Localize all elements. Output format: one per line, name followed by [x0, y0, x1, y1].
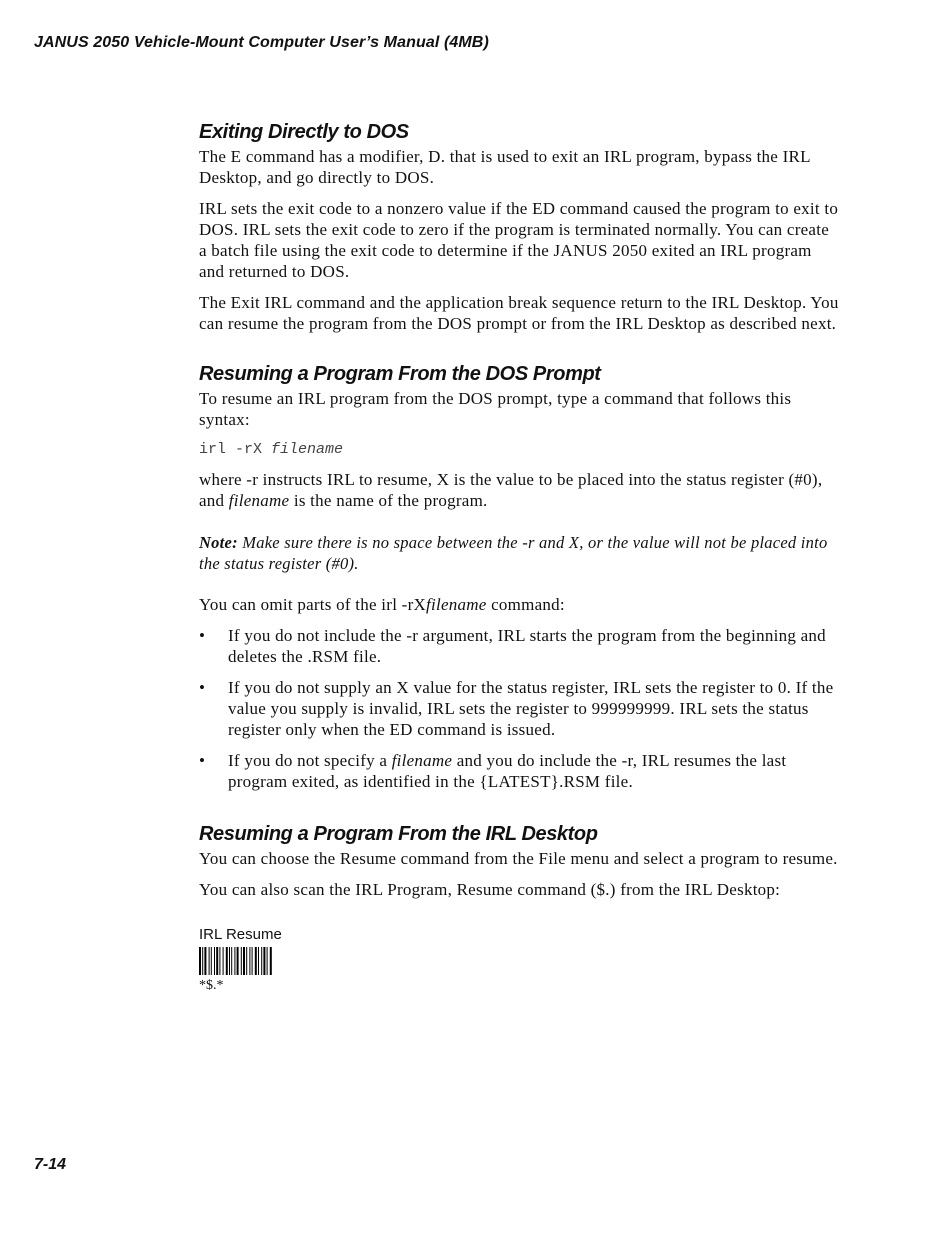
note-label: Note:	[199, 533, 238, 552]
emphasis: filename	[426, 595, 487, 614]
paragraph: You can choose the Resume command from the File menu and select a program to resume.	[199, 849, 838, 868]
list-item	[199, 625, 839, 667]
section-exiting-directly-to-dos	[199, 118, 839, 334]
page-number: 7-14	[34, 1156, 67, 1173]
text-run: where -r instructs IRL to resume, X is the value to be placed into the status register (#0), and	[199, 470, 823, 510]
barcode-caption: IRL Resume	[199, 926, 282, 943]
list-item	[199, 677, 839, 740]
text-run: and you do include the -r, IRL resumes the last program exited, as identified in the {LATEST}.RSM file.	[228, 751, 787, 791]
syntax-argument: filename	[271, 441, 344, 458]
note-text: Make sure there is no space between the -r and X, or the value will not be placed into the status register (#0).	[199, 533, 828, 573]
barcode-icon	[199, 947, 295, 975]
section-resuming-from-dos-prompt	[199, 360, 839, 792]
paragraph	[199, 594, 839, 615]
page-content	[199, 118, 839, 994]
paragraph	[199, 469, 839, 511]
emphasis: filename	[391, 751, 453, 770]
list-item	[199, 750, 839, 792]
text-run: command:	[491, 595, 565, 614]
section-heading: Exiting Directly to DOS	[199, 121, 409, 143]
text-run: You can omit parts of the irl -rX	[199, 595, 427, 614]
command-syntax	[199, 440, 839, 460]
list-item-text: If you do not supply an X value for the status register, IRL sets the register to 0. If the value you supply is invalid, IRL sets the register to 999999999. IRL sets the status register only when the ED command is issued.	[228, 678, 834, 739]
emphasis: filename	[228, 491, 290, 510]
section-heading: Resuming a Program From the DOS Prompt	[199, 363, 601, 385]
syntax-command: irl -rX	[199, 441, 263, 458]
running-header: JANUS 2050 Vehicle-Mount Computer User’s Manual (4MB)	[34, 34, 489, 51]
paragraph: IRL sets the exit code to a nonzero value if the ED command caused the program to exit to DOS. IRL sets the exit code to zero if the program is terminated normally. You can create a batch file using the exit code to determine if the JANUS 2050 exited an IRL program and returned to DOS.	[199, 199, 839, 281]
text-run: If you do not specify a	[228, 751, 388, 770]
text-run: is the name of the program.	[293, 491, 488, 510]
bullet-icon: •	[199, 678, 206, 697]
section-heading: Resuming a Program From the IRL Desktop	[199, 823, 598, 845]
paragraph: To resume an IRL program from the DOS prompt, type a command that follows this syntax:	[199, 389, 792, 429]
paragraph: The Exit IRL command and the application break sequence return to the IRL Desktop. You can resume the program from the DOS prompt or from the IRL Desktop as described next.	[199, 293, 839, 333]
list-item-text: If you do not include the -r argument, IRL starts the program from the beginning and deletes the .RSM file.	[228, 626, 826, 666]
note	[199, 532, 839, 574]
section-resuming-from-irl-desktop	[199, 820, 839, 994]
bullet-list	[199, 625, 839, 792]
bullet-icon: •	[199, 751, 206, 770]
paragraph: You can also scan the IRL Program, Resume command ($.) from the IRL Desktop:	[199, 880, 781, 899]
barcode-text: *$.*	[199, 978, 224, 993]
bullet-icon: •	[199, 626, 206, 645]
paragraph: The E command has a modifier, D. that is used to exit an IRL program, bypass the IRL Desktop, and go directly to DOS.	[199, 147, 811, 187]
